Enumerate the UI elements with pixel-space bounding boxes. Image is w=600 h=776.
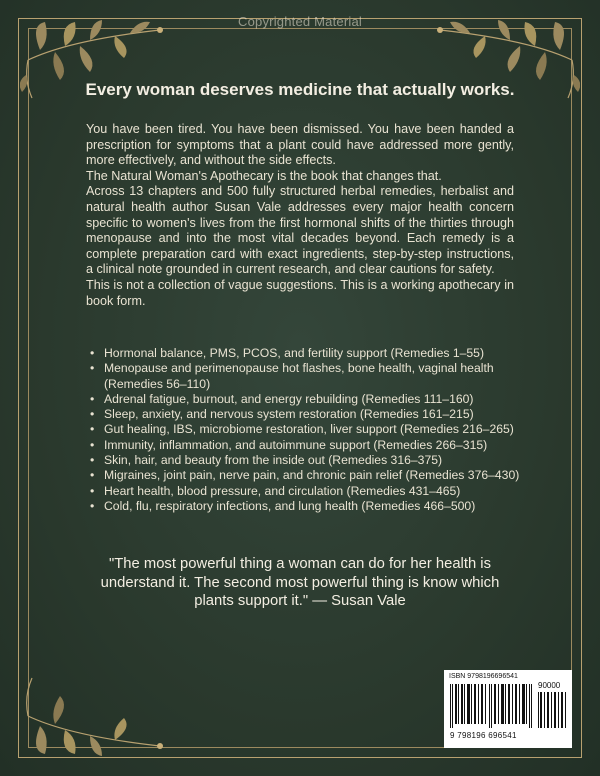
list-item: • Migraines, joint pain, nerve pain, and chronic pain relief (Remedies 376–430) (90, 468, 520, 483)
paragraph: The Natural Woman's Apothecary is the book that changes that. (86, 168, 442, 183)
list-item: • Menopause and perimenopause hot flashes, bone health, vaginal health (Remedies 56–110) (90, 361, 520, 392)
barcode (444, 670, 572, 748)
isbn-digits: 9 798196 696541 (450, 731, 517, 740)
description (86, 122, 514, 309)
list-item: • Immunity, inflammation, and autoimmune support (Remedies 266–315) (90, 438, 520, 453)
list-item: • Gut healing, IBS, microbiome restoration, liver support (Remedies 216–265) (90, 422, 520, 437)
paragraph: This is not a collection of vague suggestions. This is a working apothecary in book form. (86, 277, 514, 308)
list-item: • Skin, hair, and beauty from the inside out (Remedies 316–375) (90, 453, 520, 468)
list-item: • Adrenal fatigue, burnout, and energy rebuilding (Remedies 111–160) (90, 392, 520, 407)
price-code: 90000 (538, 681, 561, 690)
isbn-label: ISBN 9798196696541 (449, 673, 518, 680)
paragraph: Across 13 chapters and 500 fully structured herbal remedies, herbalist and natural health author Susan Vale addresses every major health concern specific to women's lives from the first hormonal shifts of the thirties through menopause and into the most vital decades beyond. Each remedy is a complete preparation card with exact ingredients, step-by-step instructions, a clinical note grounded in current research, and clear cautions for safety. (86, 184, 514, 277)
list-item: • Heart health, blood pressure, and circulation (Remedies 431–465) (90, 484, 520, 499)
watermark: Copyrighted Material (238, 14, 362, 29)
price-bars-icon (538, 692, 566, 728)
list-item: • Hormonal balance, PMS, PCOS, and fertility support (Remedies 1–55) (90, 346, 520, 361)
remedy-list (90, 346, 520, 514)
list-item: • Sleep, anxiety, and nervous system restoration (Remedies 161–215) (90, 407, 520, 422)
headline: Every woman deserves medicine that actually works. (85, 80, 515, 99)
barcode-bars-icon (450, 684, 532, 728)
paragraph: You have been tired. You have been dismissed. You have been handed a prescription for symptoms that a plant could have addressed more gently, more effectively, and without the side effects. (86, 122, 514, 168)
list-item: • Cold, flu, respiratory infections, and lung health (Remedies 466–500) (90, 499, 520, 514)
bottom-left-leaf-icon (20, 676, 170, 756)
author-quote: "The most powerful thing a woman can do for her health is understand it. The second most powerful thing is know which plants support it." — Susan Vale (100, 556, 500, 609)
